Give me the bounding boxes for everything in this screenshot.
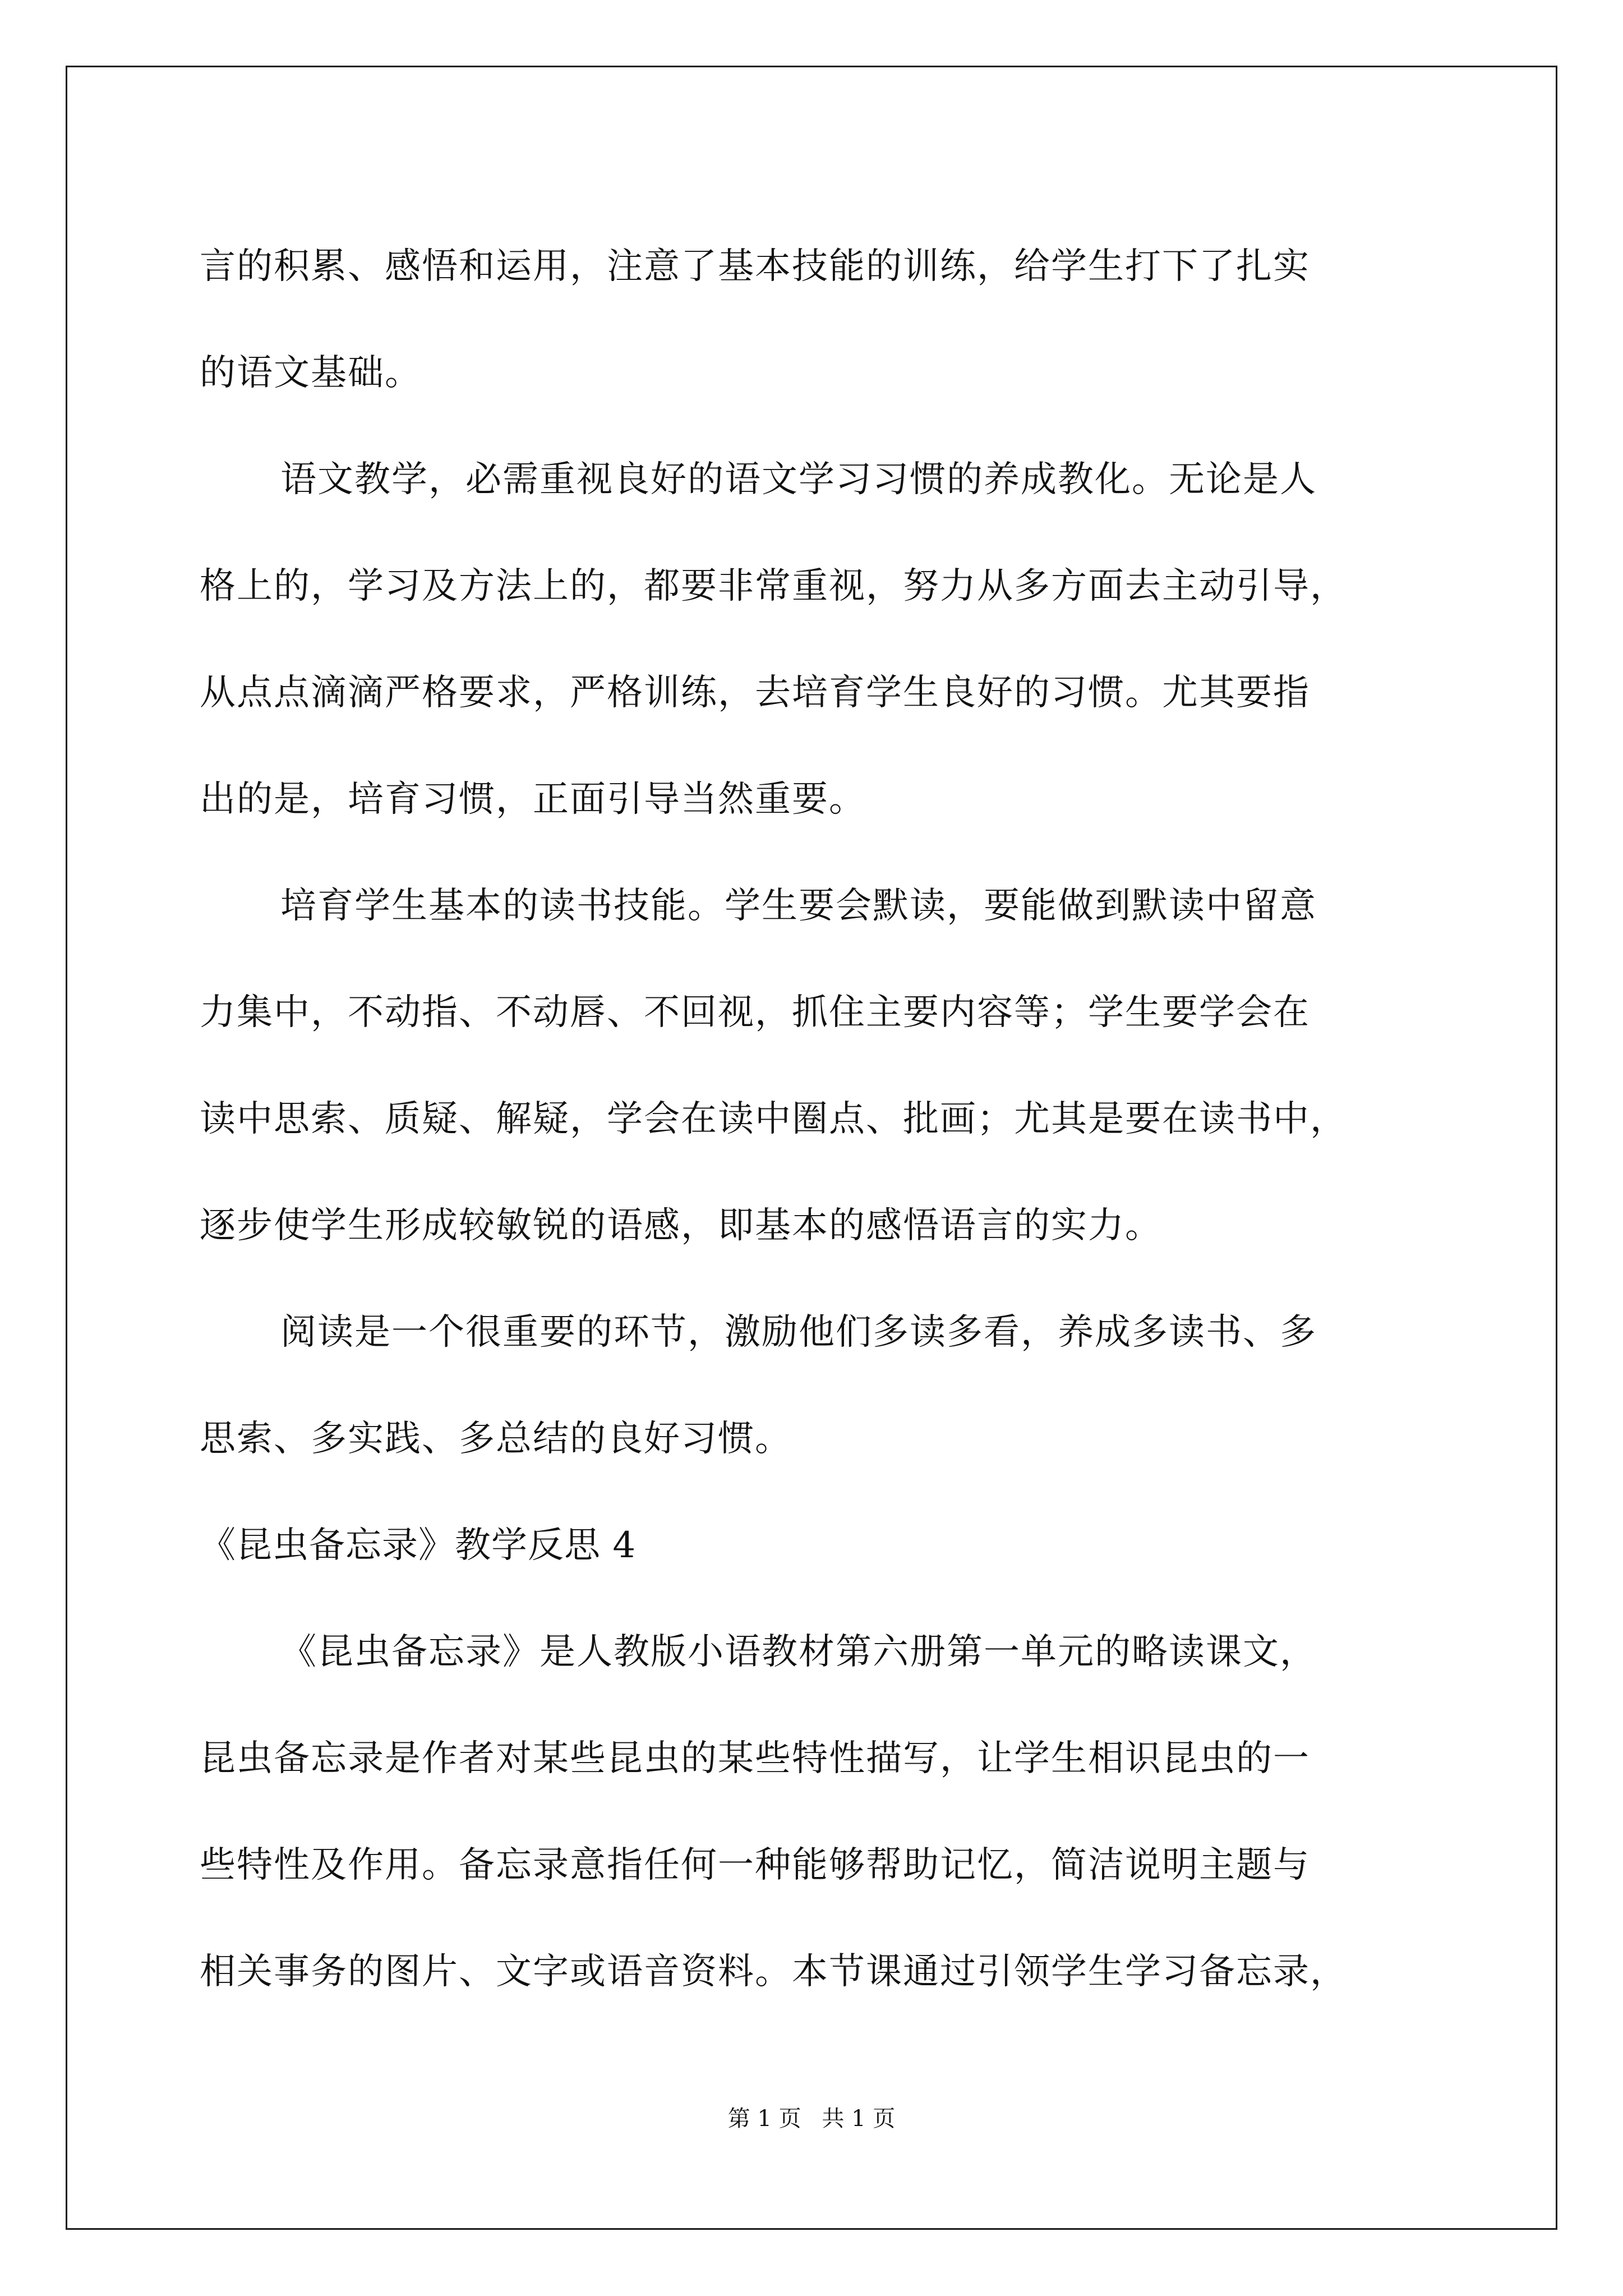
text-line: 言的积累、感悟和运用，注意了基本技能的训练，给学生打下了扎实 (200, 246, 1310, 287)
text-line: 相关事务的图片、文字或语音资料。本节课通过引领学生学习备忘录， (200, 1951, 1347, 1993)
page-number: 第 1 页 (727, 2106, 801, 2132)
text-line: 思索、多实践、多总结的良好习惯。 (200, 1418, 792, 1460)
text-line: 的语文基础。 (200, 352, 422, 394)
text-line: 昆虫备忘录是作者对某些昆虫的某些特性描写，让学生相识昆虫的一 (200, 1738, 1310, 1779)
page-footer (0, 2101, 1623, 2133)
text-line: 力集中，不动指、不动唇、不回视，抓住主要内容等；学生要学会在 (200, 992, 1310, 1033)
text-line: 出的是，培育习惯，正面引导当然重要。 (200, 779, 866, 820)
page-total: 共 1 页 (822, 2106, 896, 2132)
paragraph-start-line: 培育学生基本的读书技能。学生要会默读，要能做到默读中留意 (280, 885, 1317, 927)
section-heading: 《昆虫备忘录》教学反思 4 (200, 1525, 637, 1566)
text-line: 逐步使学生形成较敏锐的语感，即基本的感悟语言的实力。 (200, 1205, 1162, 1246)
paragraph-start-line: 《昆虫备忘录》是人教版小语教材第六册第一单元的略读课文， (280, 1631, 1317, 1673)
text-line: 格上的，学习及方法上的，都要非常重视，努力从多方面去主动引导， (200, 565, 1347, 607)
text-line: 读中思索、质疑、解疑，学会在读中圈点、批画；尤其是要在读书中， (200, 1098, 1347, 1140)
text-line: 些特性及作用。备忘录意指任何一种能够帮助记忆，简洁说明主题与 (200, 1844, 1310, 1886)
paragraph-start-line: 阅读是一个很重要的环节，激励他们多读多看，养成多读书、多 (280, 1312, 1317, 1353)
text-line: 从点点滴滴严格要求，严格训练，去培育学生良好的习惯。尤其要指 (200, 672, 1310, 714)
document-body (200, 213, 1433, 2025)
paragraph-start-line: 语文教学，必需重视良好的语文学习习惯的养成教化。无论是人 (280, 459, 1317, 500)
